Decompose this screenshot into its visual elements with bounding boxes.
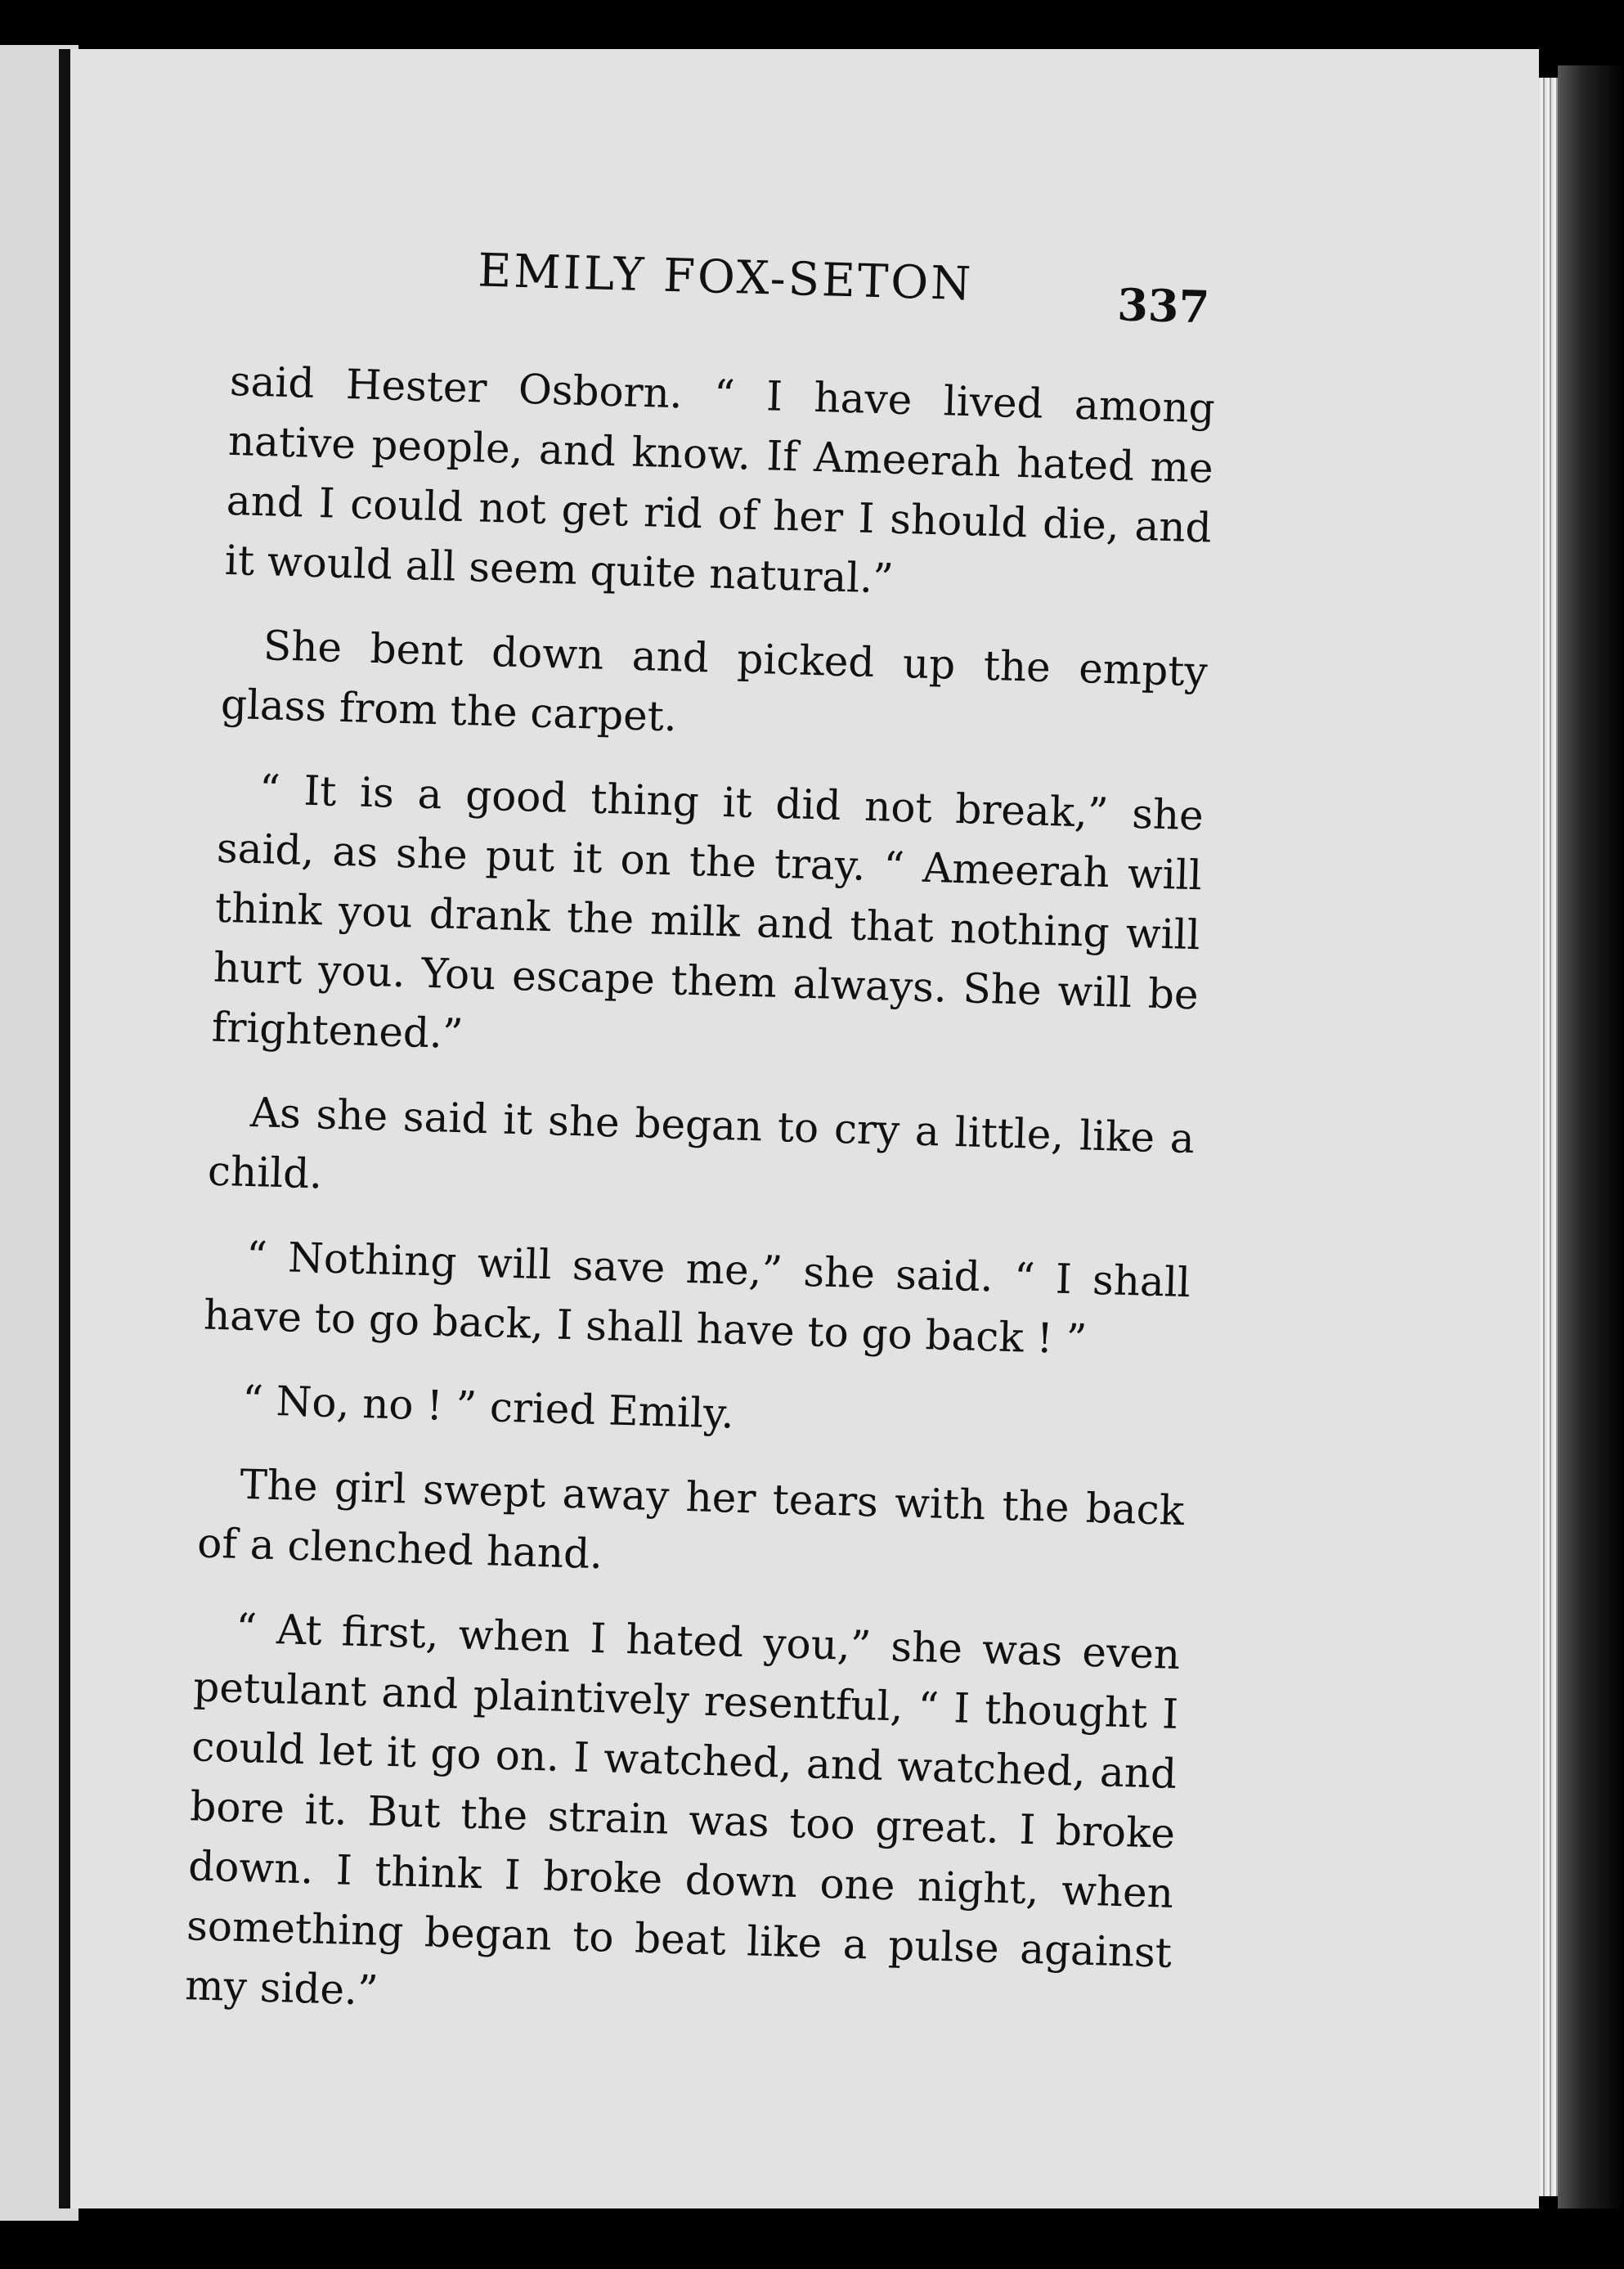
book-edge-shadow xyxy=(1558,65,1624,2208)
paragraph: “ Nothing will save me,” she said. “ I shall have to go back, I shall have to go back ! ” xyxy=(203,1232,1191,1364)
paragraph: She bent down and picked up the empty glass from the carpet. xyxy=(220,622,1209,741)
paragraph: “ At first, when I hated you,” she was even petulant and plaintively resentful, “ I thought I could let it go on. I watched, and watched, and bore it. But the strain was too great. I broke down. I think I broke down one night, when something began to beat like a pulse against my side.” xyxy=(184,1604,1181,2015)
text-block xyxy=(183,237,1218,2068)
page-number: 337 xyxy=(1116,278,1210,334)
paragraph: said Hester Osborn. “ I have lived among native people, and know. If Ameerah hated me and I could not get rid of her I should die, and it would all seem quite natural.” xyxy=(224,357,1216,603)
paragraph: The girl swept away her tears with the back of a clenched hand. xyxy=(196,1460,1185,1579)
book-page xyxy=(59,49,1539,2208)
paragraph: As she said it she began to cry a little, like a child. xyxy=(207,1088,1196,1198)
paragraph: “ No, no ! ” cried Emily. xyxy=(241,1376,735,1438)
running-head-title: EMILY FOX-SETON xyxy=(477,244,975,312)
paragraph: “ It is a good thing it did not break,” she said, as she put it on the tray. “ Ameerah will think you drank the milk and that nothing will hurt you. You escape them always. She will be frightened.” xyxy=(211,766,1205,1058)
